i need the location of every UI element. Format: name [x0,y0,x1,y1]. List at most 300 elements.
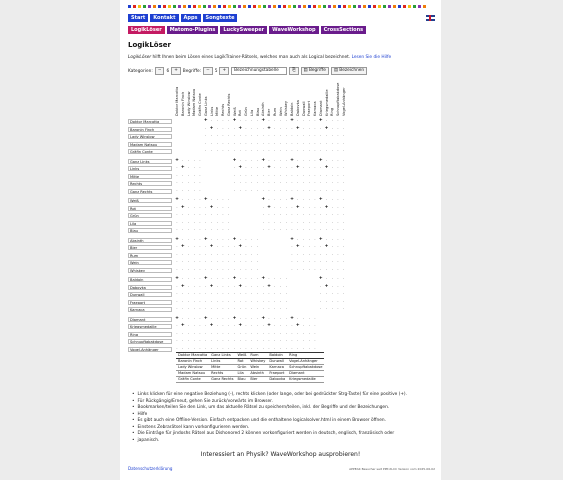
grid-cell[interactable]: · [182,331,184,336]
grid-cell[interactable]: · [302,228,305,233]
grid-cell[interactable]: · [308,346,310,351]
grid-cell[interactable]: · [210,339,213,344]
grid-cell[interactable]: · [251,166,253,171]
grid-cell[interactable]: · [268,188,270,193]
grid-cell[interactable]: · [343,181,345,186]
grid-cell[interactable]: · [187,267,190,272]
grid-cell[interactable]: + [290,118,294,123]
grid-cell[interactable]: · [228,284,230,289]
grid-cell[interactable]: · [222,324,224,329]
grid-cell[interactable]: · [245,141,247,146]
grid-cell[interactable]: · [256,284,259,289]
grid-cell[interactable]: · [199,292,201,297]
grid-cell[interactable]: · [308,119,310,123]
grid-cell[interactable]: · [199,188,201,193]
grid-cell[interactable]: · [337,173,339,178]
grid-cell[interactable]: · [205,126,207,131]
grid-cell[interactable]: · [320,284,322,289]
grid-cell[interactable]: · [193,228,195,233]
grid-cell[interactable]: · [176,299,178,304]
grid-cell[interactable]: · [302,237,305,242]
grid-cell[interactable]: · [216,260,218,265]
grid-cell[interactable]: · [256,316,259,321]
grid-cell[interactable]: · [210,316,213,321]
grid-cell[interactable]: · [256,277,259,281]
grid-cell[interactable]: · [308,141,310,146]
grid-cell[interactable]: · [251,141,253,146]
grid-cell[interactable]: · [291,346,293,351]
grid-cell[interactable]: · [331,260,333,265]
grid-cell[interactable]: · [210,119,213,123]
grid-cell[interactable]: · [233,166,236,171]
grid-cell[interactable]: + [324,283,329,289]
grid-cell[interactable]: · [331,267,333,272]
grid-cell[interactable]: · [297,173,299,178]
grid-cell[interactable]: + [324,204,329,210]
grid-cell[interactable]: · [256,237,259,242]
grid-cell[interactable]: · [228,331,230,336]
grid-cell[interactable]: + [295,165,300,171]
grid-cell[interactable]: · [182,173,184,178]
grid-cell[interactable]: · [343,267,345,272]
grid-cell[interactable]: · [268,277,270,281]
grid-cell[interactable]: · [187,198,190,202]
grid-cell[interactable]: · [291,205,293,210]
grid-cell[interactable]: · [325,158,328,163]
grid-cell[interactable]: · [239,292,241,297]
grid-cell[interactable]: · [251,181,253,186]
grid-cell[interactable]: · [268,213,270,218]
grid-cell[interactable]: · [331,307,333,312]
grid-cell[interactable]: · [251,346,253,351]
grid-cell[interactable]: · [268,307,270,312]
grid-cell[interactable]: · [268,173,270,178]
grid-cell[interactable]: · [187,252,190,257]
grid-cell[interactable]: · [239,267,241,272]
grid-cell[interactable]: · [279,299,282,304]
grid-cell[interactable]: · [291,181,293,186]
grid-cell[interactable]: · [182,237,184,242]
grid-cell[interactable]: · [228,119,230,123]
grid-cell[interactable]: · [279,284,282,289]
grid-cell[interactable]: · [228,228,230,233]
grid-cell[interactable]: · [297,119,299,123]
grid-cell[interactable]: + [267,323,271,329]
grid-cell[interactable]: · [187,188,190,193]
grid-cell[interactable]: · [308,173,310,178]
grid-cell[interactable]: · [176,213,178,218]
grid-cell[interactable]: · [285,324,287,329]
grid-cell[interactable]: · [222,245,224,250]
grid-cell[interactable]: · [291,252,293,257]
grid-cell[interactable]: · [337,292,339,297]
grid-cell[interactable]: · [268,149,270,154]
grid-cell[interactable]: + [175,157,179,163]
grid-cell[interactable]: · [291,149,293,154]
grid-cell[interactable]: · [308,331,310,336]
grid-cell[interactable]: · [193,307,195,312]
grid-cell[interactable]: · [337,149,339,154]
grid-cell[interactable]: · [314,126,316,131]
grid-cell[interactable]: · [325,292,328,297]
grid-cell[interactable]: · [325,228,328,233]
grid-cell[interactable]: · [182,228,184,233]
grid-cell[interactable]: · [331,126,333,131]
grid-cell[interactable]: + [175,276,179,281]
grid-cell[interactable]: · [268,316,270,321]
grid-cell[interactable]: · [297,260,299,265]
grid-cell[interactable]: + [203,315,208,321]
grid-cell[interactable]: · [233,267,236,272]
grid-cell[interactable]: · [308,316,310,321]
grid-cell[interactable]: · [279,292,282,297]
grid-cell[interactable]: · [302,205,305,210]
grid-cell[interactable]: + [232,157,237,163]
grid-cell[interactable]: · [320,173,322,178]
grid-cell[interactable]: · [193,188,195,193]
grid-cell[interactable]: · [245,346,247,351]
grid-cell[interactable]: + [180,244,185,250]
grid-cell[interactable]: · [187,346,190,351]
grid-cell[interactable]: · [279,173,282,178]
grid-cell[interactable]: · [331,284,333,289]
grid-cell[interactable]: · [337,245,339,250]
grid-cell[interactable]: · [245,237,247,242]
grid-cell[interactable]: · [337,277,339,281]
grid-cell[interactable]: · [256,252,259,257]
grid-cell[interactable]: · [193,181,195,186]
grid-cell[interactable]: · [308,205,310,210]
grid-cell[interactable]: · [285,284,287,289]
grid-cell[interactable]: · [182,292,184,297]
grid-cell[interactable]: · [199,307,201,312]
grid-cell[interactable]: · [187,237,190,242]
grid-cell[interactable]: · [205,346,207,351]
grid-cell[interactable]: · [233,134,236,139]
help-link[interactable]: Lesen Sie die Hilfe [351,55,392,60]
grid-cell[interactable]: · [216,198,218,202]
grid-cell[interactable]: · [176,339,178,344]
grid-cell[interactable]: · [331,198,333,202]
grid-cell[interactable]: + [318,236,323,242]
grid-cell[interactable]: · [205,205,207,210]
grid-cell[interactable]: · [182,181,184,186]
grid-cell[interactable]: · [245,126,247,131]
grid-cell[interactable]: · [176,346,178,351]
grid-cell[interactable]: · [268,339,270,344]
grid-cell[interactable]: + [324,165,329,171]
grid-cell[interactable]: · [302,119,305,123]
grid-cell[interactable]: · [182,267,184,272]
grid-cell[interactable]: · [222,149,224,154]
grid-cell[interactable]: · [325,134,328,139]
grid-cell[interactable]: · [176,173,178,178]
grid-cell[interactable]: · [233,284,236,289]
grid-cell[interactable]: · [314,134,316,139]
grid-cell[interactable]: · [337,141,339,146]
grid-cell[interactable]: · [285,299,287,304]
grid-cell[interactable]: · [228,307,230,312]
grid-cell[interactable]: · [182,299,184,304]
grid-cell[interactable]: · [337,205,339,210]
grid-cell[interactable]: · [193,331,195,336]
grid-cell[interactable]: · [302,188,305,193]
grid-cell[interactable]: · [222,237,224,242]
grid-cell[interactable]: · [314,141,316,146]
grid-cell[interactable]: · [239,119,241,123]
grid-cell[interactable]: · [210,134,213,139]
grid-cell[interactable]: + [238,283,243,289]
grid-cell[interactable]: · [222,331,224,336]
grid-cell[interactable]: · [210,213,213,218]
grid-cell[interactable]: · [251,149,253,154]
grid-cell[interactable]: · [193,267,195,272]
grid-cell[interactable]: · [216,237,218,242]
grid-cell[interactable]: · [314,220,316,225]
grid-cell[interactable]: · [216,245,218,250]
grid-cell[interactable]: · [228,324,230,329]
grid-cell[interactable]: · [274,307,276,312]
grid-cell[interactable]: · [274,346,276,351]
grid-cell[interactable]: · [245,324,247,329]
grid-cell[interactable]: · [187,228,190,233]
grid-cell[interactable]: · [222,316,224,321]
grid-cell[interactable]: · [285,158,287,163]
grid-cell[interactable]: · [325,267,328,272]
grid-cell[interactable]: · [210,299,213,304]
grid-cell[interactable]: · [285,181,287,186]
grid-cell[interactable]: · [199,252,201,257]
begriffe-button[interactable]: ▤ Begriffe [301,67,329,75]
grid-cell[interactable]: · [297,339,299,344]
grid-cell[interactable]: · [251,316,253,321]
grid-cell[interactable]: · [233,331,236,336]
grid-cell[interactable]: · [291,260,293,265]
grid-cell[interactable]: · [182,198,184,202]
grid-cell[interactable]: · [216,126,218,131]
grid-cell[interactable]: · [205,220,207,225]
grid-cell[interactable]: · [308,198,310,202]
grid-cell[interactable]: · [314,245,316,250]
grid-cell[interactable]: · [285,292,287,297]
grid-cell[interactable]: · [210,198,213,202]
grid-cell[interactable]: + [232,236,237,242]
grid-cell[interactable]: · [256,181,259,186]
grid-cell[interactable]: · [256,324,259,329]
grid-cell[interactable]: · [285,220,287,225]
grid-cell[interactable]: · [279,119,282,123]
grid-cell[interactable]: · [308,260,310,265]
grid-cell[interactable]: · [320,205,322,210]
grid-cell[interactable]: · [302,158,305,163]
grid-cell[interactable]: · [279,188,282,193]
grid-cell[interactable]: · [291,134,293,139]
grid-cell[interactable]: · [308,188,310,193]
grid-cell[interactable]: · [193,220,195,225]
grid-cell[interactable]: · [182,188,184,193]
grid-cell[interactable]: · [205,260,207,265]
grid-cell[interactable]: · [291,173,293,178]
grid-cell[interactable]: · [325,173,328,178]
grid-cell[interactable]: · [222,346,224,351]
grid-cell[interactable]: · [228,299,230,304]
grid-cell[interactable]: · [176,324,178,329]
grid-cell[interactable]: · [331,149,333,154]
grid-cell[interactable]: · [274,119,276,123]
grid-cell[interactable]: · [297,237,299,242]
grid-cell[interactable]: · [233,299,236,304]
grid-cell[interactable]: · [245,149,247,154]
grid-cell[interactable]: · [245,292,247,297]
grid-cell[interactable]: · [199,237,201,242]
grid-cell[interactable]: · [331,252,333,257]
grid-cell[interactable]: · [331,134,333,139]
grid-cell[interactable]: · [210,277,213,281]
grid-cell[interactable]: · [193,237,195,242]
grid-cell[interactable]: · [256,141,259,146]
grid-cell[interactable]: · [285,141,287,146]
grid-cell[interactable]: · [297,316,299,321]
grid-cell[interactable]: · [331,188,333,193]
grid-cell[interactable]: · [320,307,322,312]
grid-cell[interactable]: · [187,292,190,297]
grid-cell[interactable]: + [290,236,294,242]
grid-cell[interactable]: · [251,299,253,304]
grid-cell[interactable]: · [285,188,287,193]
grid-cell[interactable]: · [325,213,328,218]
grid-cell[interactable]: · [302,134,305,139]
grid-cell[interactable]: · [187,307,190,312]
grid-cell[interactable]: · [233,307,236,312]
grid-cell[interactable]: · [222,267,224,272]
grid-cell[interactable]: · [182,220,184,225]
grid-cell[interactable]: + [267,283,271,289]
grid-cell[interactable]: · [216,267,218,272]
grid-cell[interactable]: · [262,228,264,233]
grid-cell[interactable]: + [180,165,185,171]
grid-cell[interactable]: · [343,141,345,146]
grid-cell[interactable]: · [199,173,201,178]
grid-cell[interactable]: · [199,260,201,265]
grid-cell[interactable]: · [245,245,247,250]
grid-cell[interactable]: · [308,252,310,257]
grid-cell[interactable]: + [180,283,185,289]
grid-cell[interactable]: · [216,277,218,281]
grid-cell[interactable]: · [279,205,282,210]
grid-cell[interactable]: · [320,166,322,171]
grid-cell[interactable]: · [314,267,316,272]
grid-cell[interactable]: · [210,292,213,297]
grid-cell[interactable]: · [222,299,224,304]
grid-cell[interactable]: · [187,158,190,163]
grid-cell[interactable]: · [314,316,316,321]
grid-cell[interactable]: · [279,166,282,171]
grid-cell[interactable]: · [262,299,264,304]
grid-cell[interactable]: · [308,134,310,139]
grid-cell[interactable]: · [233,141,236,146]
grid-cell[interactable]: · [239,173,241,178]
grid-cell[interactable]: · [210,237,213,242]
grid-cell[interactable]: · [268,292,270,297]
grid-cell[interactable]: · [210,149,213,154]
grid-cell[interactable]: · [245,267,247,272]
grid-cell[interactable]: · [308,126,310,131]
grid-cell[interactable]: · [222,307,224,312]
grid-cell[interactable]: · [205,307,207,312]
grid-cell[interactable]: + [318,197,323,202]
grid-cell[interactable]: + [267,204,271,210]
grid-cell[interactable]: · [297,252,299,257]
grid-cell[interactable]: · [245,339,247,344]
grid-cell[interactable]: · [251,173,253,178]
grid-cell[interactable]: · [239,277,241,281]
grid-cell[interactable]: · [199,267,201,272]
grid-cell[interactable]: · [337,166,339,171]
grid-cell[interactable]: · [268,158,270,163]
grid-cell[interactable]: · [308,267,310,272]
grid-cell[interactable]: · [274,324,276,329]
grid-cell[interactable]: · [245,166,247,171]
grid-cell[interactable]: · [176,188,178,193]
grid-cell[interactable]: · [302,245,305,250]
grid-cell[interactable]: · [216,284,218,289]
grid-cell[interactable]: · [205,149,207,154]
grid-cell[interactable]: · [268,346,270,351]
grid-cell[interactable]: + [209,125,214,131]
grid-cell[interactable]: · [297,181,299,186]
grid-cell[interactable]: · [239,252,241,257]
grid-cell[interactable]: · [233,346,236,351]
grid-cell[interactable]: + [238,244,243,250]
grid-cell[interactable]: · [297,228,299,233]
grid-cell[interactable]: + [209,244,214,250]
grid-cell[interactable]: · [279,141,282,146]
grid-cell[interactable]: + [290,157,294,163]
grid-cell[interactable]: · [262,188,264,193]
grid-cell[interactable]: · [279,339,282,344]
grid-cell[interactable]: · [182,339,184,344]
grid-cell[interactable]: · [245,188,247,193]
grid-cell[interactable]: · [199,213,201,218]
grid-cell[interactable]: · [262,149,264,154]
grid-cell[interactable]: · [302,126,305,131]
grid-cell[interactable]: · [314,331,316,336]
table-select[interactable]: Bezeichnungstabelle [231,67,287,75]
grid-cell[interactable]: · [222,205,224,210]
grid-cell[interactable]: · [228,149,230,154]
grid-cell[interactable]: · [199,277,201,281]
grid-cell[interactable]: · [268,141,270,146]
grid-cell[interactable]: · [222,292,224,297]
grid-cell[interactable]: · [279,331,282,336]
grid-cell[interactable]: · [239,260,241,265]
grid-cell[interactable]: · [176,267,178,272]
grid-cell[interactable]: · [245,284,247,289]
grid-cell[interactable]: · [233,252,236,257]
grid-cell[interactable]: · [187,260,190,265]
grid-cell[interactable]: · [193,316,195,321]
grid-cell[interactable]: · [245,119,247,123]
grid-cell[interactable]: + [203,276,208,281]
grid-cell[interactable]: · [343,237,345,242]
grid-cell[interactable]: · [343,245,345,250]
grid-cell[interactable]: + [261,157,266,163]
grid-cell[interactable]: + [232,276,237,281]
grid-cell[interactable]: · [337,181,339,186]
grid-cell[interactable]: · [274,292,276,297]
grid-cell[interactable]: · [239,316,241,321]
grid-cell[interactable]: · [205,292,207,297]
